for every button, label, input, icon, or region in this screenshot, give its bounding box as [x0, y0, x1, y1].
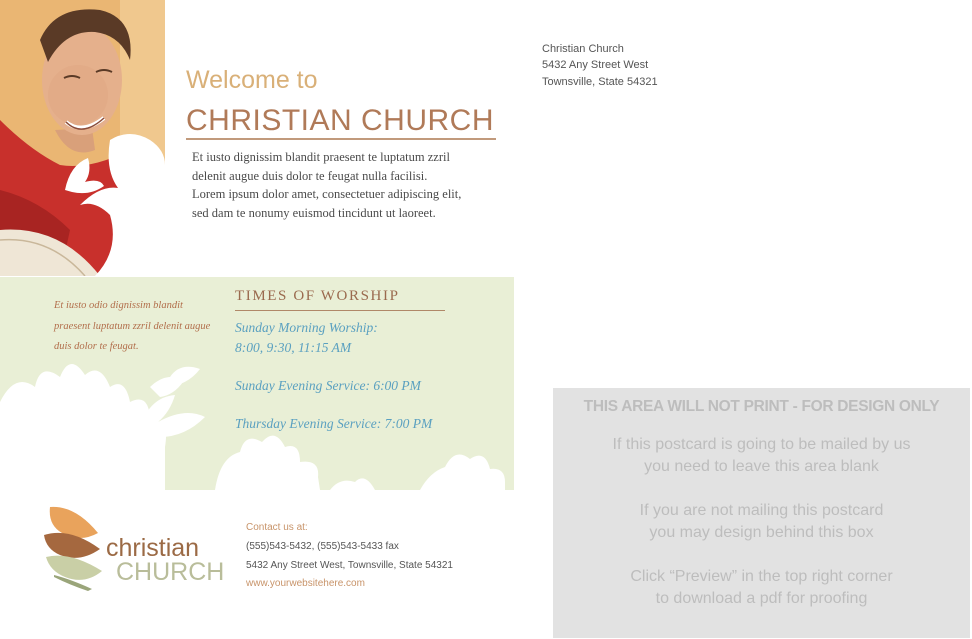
hero-photo	[0, 0, 165, 276]
service-sunday-morning-times: 8:00, 9:30, 11:15 AM	[235, 340, 352, 355]
intro-paragraph: Et iusto dignissim blandit praesent te luptatum zzril delenit augue duis dolor te feugat nulla facilisi. Lorem ipsum dolor amet, consectetuer adipiscing elit, sed dam te nonumy euismod tincidunt ut laoreet.	[192, 150, 462, 220]
times-divider	[235, 310, 445, 311]
contact-website-link[interactable]: www.yourwebsitehere.com	[246, 578, 365, 589]
return-address-name: Christian Church	[542, 43, 624, 55]
return-address-street: 5432 Any Street West	[542, 59, 649, 71]
contact-heading: Contact us at:	[246, 522, 308, 533]
no-print-note-1b: you need to leave this area blank	[644, 458, 879, 475]
contact-address: 5432 Any Street West, Townsville, State 54321	[246, 560, 453, 571]
welcome-heading: Welcome to	[186, 66, 318, 94]
church-title: CHRISTIAN CHURCH	[186, 104, 494, 137]
no-print-note-3b: to download a pdf for proofing	[655, 590, 868, 607]
no-print-note-2a: If you are not mailing this postcard	[639, 502, 884, 519]
contact-phone: (555)543-5432, (555)543-5433 fax	[246, 541, 399, 552]
logo-wordmark-church: CHURCH	[116, 558, 225, 586]
service-sunday-morning: Sunday Morning Worship:	[235, 320, 378, 335]
worship-side-text: Et iusto odio dignissim blandit praesent luptatum zzril delenit augue duis dolor te feugat.	[54, 300, 211, 352]
leaf-logo-icon	[40, 505, 106, 591]
return-address-city: Townsville, State 54321	[542, 76, 658, 88]
no-print-note-3a: Click “Preview” in the top right corner	[630, 568, 893, 585]
times-of-worship-heading: TIMES OF WORSHIP	[235, 288, 400, 304]
no-print-heading: THIS AREA WILL NOT PRINT - FOR DESIGN ONLY	[583, 398, 940, 415]
service-sunday-evening: Sunday Evening Service: 6:00 PM	[235, 378, 421, 393]
no-print-note-2b: you may design behind this box	[649, 524, 874, 541]
no-print-note-1a: If this postcard is going to be mailed by us	[612, 436, 911, 453]
man-reading-illustration	[0, 0, 165, 276]
title-divider	[186, 138, 496, 140]
service-thursday-evening: Thursday Evening Service: 7:00 PM	[235, 416, 433, 431]
logo-wordmark-christian: christian	[106, 534, 200, 562]
